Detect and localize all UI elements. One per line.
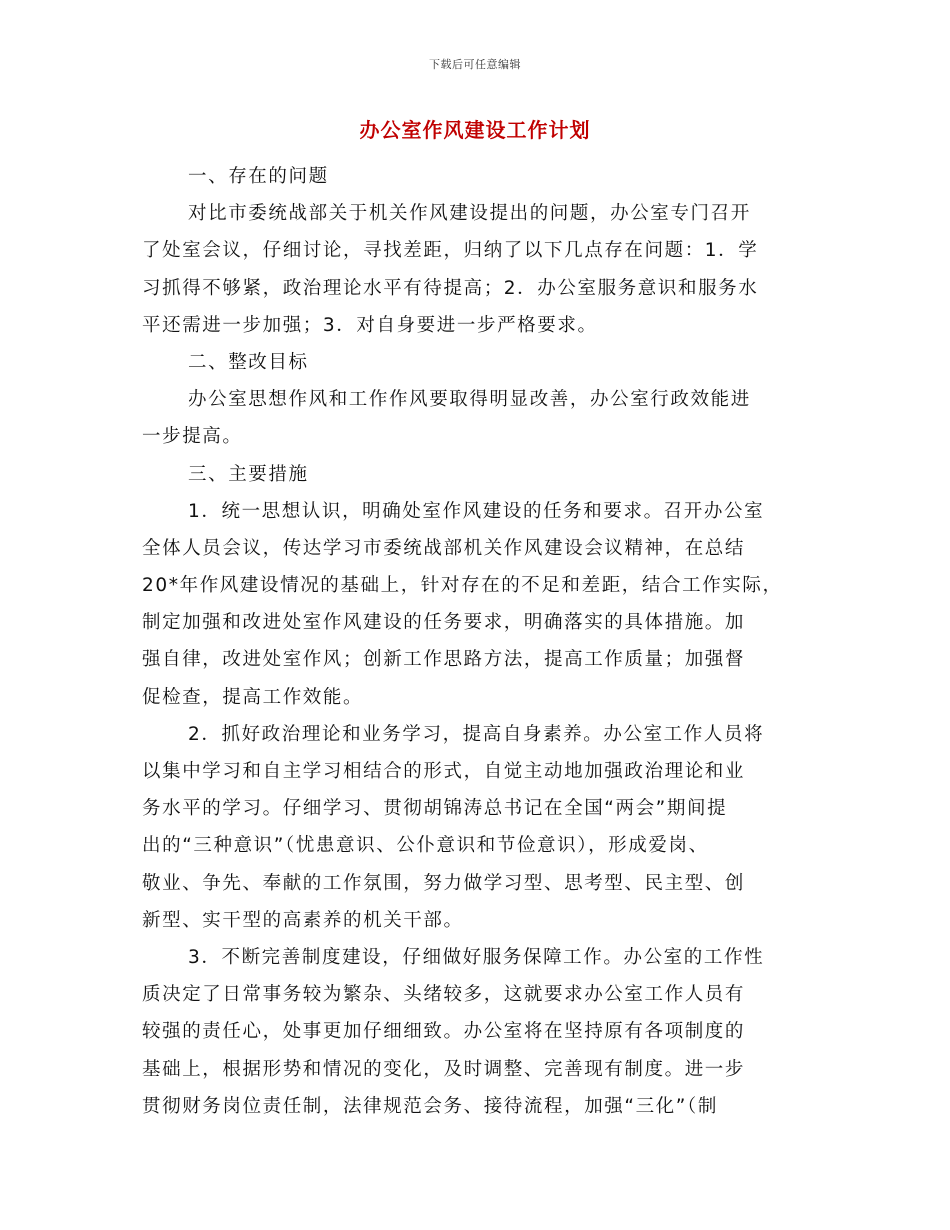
text-line: 制定加强和改进处室作风建设的任务要求，明确落实的具体措施。加 [142,612,746,634]
text-line: 新型、实干型的高素养的机关干部。 [142,909,464,931]
text-line: 平还需进一步加强；3．对自身要进一步严格要求。 [142,314,598,336]
text-line: 以集中学习和自主学习相结合的形式，自觉主动地加强政治理论和业 [142,761,746,782]
text-line: 出的“三种意识”（忧患意识、公仆意识和节俭意识），形成爱岗、 [142,835,709,857]
text-line: 二、整改目标 [188,351,309,373]
text-line: 20*年作风建设情况的基础上，针对存在的不足和差距，结合工作实际， [142,575,783,597]
document-body [142,158,810,1125]
text-line: 质决定了日常事务较为繁杂、头绪较多，这就要求办公室工作人员有 [142,984,746,1006]
text-line: 一、存在的问题 [188,166,329,187]
text-line: 贯彻财务岗位责任制，法律规范会务、接待流程，加强“三化”（制 [142,1095,718,1117]
text-line: 3．不断完善制度建设，仔细做好服务保障工作。办公室的工作性 [188,946,765,968]
text-line: 全体人员会议，传达学习市委统战部机关作风建设会议精神，在总结 [142,537,746,559]
text-line: 敬业、争先、奉献的工作氛围，努力做学习型、思考型、民主型、创 [142,872,746,894]
text-line: 了处室会议，仔细讨论，寻找差距，归纳了以下几点存在问题：1．学 [142,240,759,262]
text-line: 较强的责任心，处事更加仔细细致。办公室将在坚持原有各项制度的 [142,1021,746,1043]
text-line: 1．统一思想认识，明确处室作风建设的任务和要求。召开办公室 [188,500,765,522]
text-line: 2．抓好政治理论和业务学习，提高自身素养。办公室工作人员将 [188,723,765,745]
text-line: 基础上，根据形势和情况的变化，及时调整、完善现有制度。进一步 [142,1058,746,1080]
text-line: 一步提高。 [142,426,243,448]
header-note: 下载后可任意编辑 [429,58,521,71]
text-line: 促检查，提高工作效能。 [142,686,364,708]
text-line: 强自律，改进处室作风；创新工作思路方法，提高工作质量；加强督 [142,649,746,671]
text-line: 办公室思想作风和工作作风要取得明显改善，办公室行政效能进 [188,389,751,411]
text-line: 对比市委统战部关于机关作风建设提出的问题，办公室专门召开 [188,203,751,225]
text-line: 三、主要措施 [188,463,309,485]
text-line: 务水平的学习。仔细学习、贯彻胡锦涛总书记在全国“两会”期间提 [142,798,728,820]
text-line: 习抓得不够紧，政治理论水平有待提高；2．办公室服务意识和服务水 [142,277,759,299]
document-title: 办公室作风建设工作计划 [359,118,591,142]
